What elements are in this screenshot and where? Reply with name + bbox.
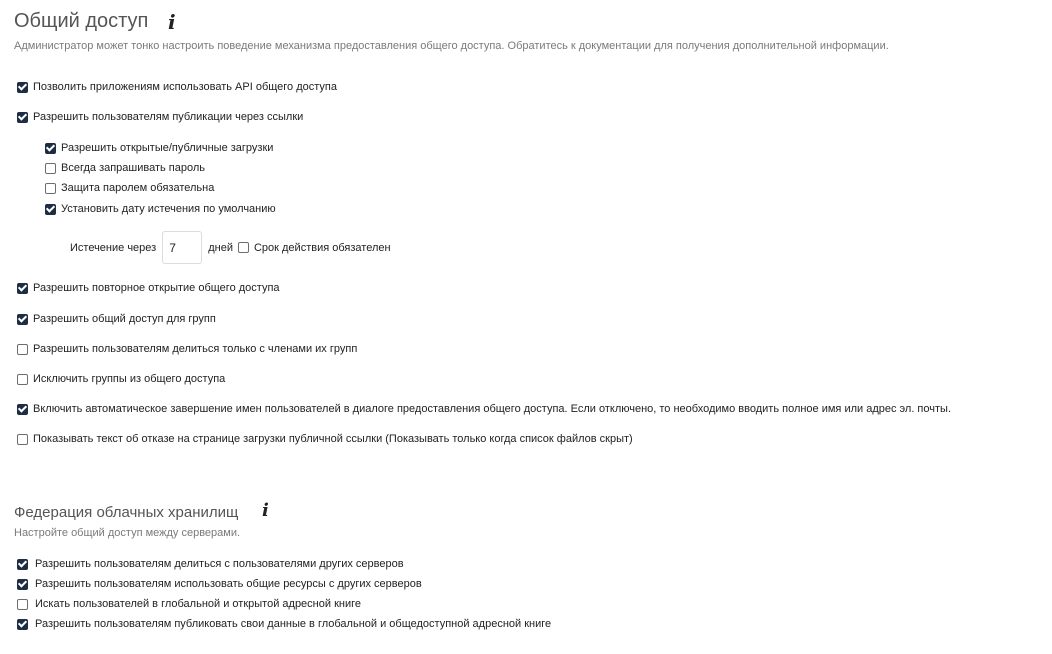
option-label: Разрешить общий доступ для групп [33, 313, 216, 325]
option-publish[interactable] [17, 618, 551, 630]
option-public-upload[interactable] [45, 142, 273, 154]
sharing-title: Общий доступ [14, 10, 149, 32]
checkbox[interactable] [17, 404, 28, 415]
expire-prefix: Истечение через [70, 241, 157, 254]
option-ask-password[interactable] [45, 162, 205, 174]
checkbox[interactable] [17, 374, 28, 385]
checkbox[interactable] [45, 183, 56, 194]
federation-title: Федерация облачных хранилищ [14, 504, 239, 521]
checkbox[interactable] [45, 143, 56, 154]
federation-description: Настройте общий доступ между серверами. [14, 527, 241, 539]
option-label: Установить дату истечения по умолчанию [61, 203, 276, 215]
option-default-expire[interactable] [45, 203, 276, 215]
option-label: Разрешить повторное открытие общего доступа [33, 282, 280, 294]
option-disclaimer[interactable] [17, 433, 633, 445]
option-label: Исключить группы из общего доступа [33, 373, 226, 385]
option-enforce-password[interactable] [45, 182, 214, 194]
option-label: Разрешить пользователям публикации через ссылки [33, 111, 304, 123]
option-label: Разрешить пользователям делиться с пользователями других серверов [35, 558, 404, 570]
option-label: Позволить приложениям использовать API общего доступа [33, 81, 338, 93]
checkbox[interactable] [17, 559, 28, 570]
info-icon[interactable]: i [262, 500, 269, 521]
option-label: Показывать текст об отказе на странице загрузки публичной ссылки (Показывать только когда список файлов скрыт) [33, 433, 633, 445]
option-lookup[interactable] [17, 598, 361, 610]
checkbox[interactable] [17, 599, 28, 610]
option-label: Разрешить пользователям публиковать свои данные в глобальной и общедоступной адресной книге [35, 618, 552, 630]
checkbox[interactable] [17, 314, 28, 325]
option-label: Разрешить открытые/публичные загрузки [61, 142, 274, 154]
checkbox[interactable] [17, 283, 28, 294]
checkbox[interactable] [238, 242, 249, 253]
option-resharing[interactable] [17, 282, 280, 294]
option-links[interactable] [17, 111, 303, 123]
option-label: Искать пользователей в глобальной и открытой адресной книге [35, 598, 361, 610]
option-label: Защита паролем обязательна [61, 182, 215, 194]
option-autocomplete[interactable] [17, 403, 951, 415]
sharing-description: Администратор может тонко настроить поведение механизма предоставления общего доступа. Обратитесь к документации для получения дополнительной информации. [14, 40, 889, 52]
option-api[interactable] [17, 81, 337, 93]
checkbox[interactable] [17, 112, 28, 123]
expire-days-input[interactable] [162, 231, 202, 264]
checkbox[interactable] [17, 434, 28, 445]
option-label: Разрешить пользователям делиться только с членами их групп [33, 343, 358, 355]
expire-row [70, 231, 391, 264]
option-incoming[interactable] [17, 578, 422, 590]
option-label: Всегда запрашивать пароль [61, 162, 206, 174]
expire-suffix: дней [208, 241, 233, 254]
option-outgoing[interactable] [17, 558, 404, 570]
checkbox[interactable] [17, 619, 28, 630]
option-group-sharing[interactable] [17, 313, 216, 325]
option-label: Включить автоматическое завершение имен пользователей в диалоге предоставления общего доступа. Если отключено, то необходимо вводить полное имя или адрес эл. почты. [33, 403, 952, 415]
expire-enforce-label: Срок действия обязателен [253, 241, 391, 254]
checkbox[interactable] [17, 82, 28, 93]
checkbox[interactable] [17, 579, 28, 590]
option-only-groups[interactable] [17, 343, 357, 355]
checkbox[interactable] [17, 344, 28, 355]
option-exclude-groups[interactable] [17, 373, 225, 385]
checkbox[interactable] [45, 163, 56, 174]
info-icon[interactable]: i [168, 10, 176, 34]
checkbox[interactable] [45, 204, 56, 215]
option-label: Разрешить пользователям использовать общие ресурсы с других серверов [35, 578, 422, 590]
